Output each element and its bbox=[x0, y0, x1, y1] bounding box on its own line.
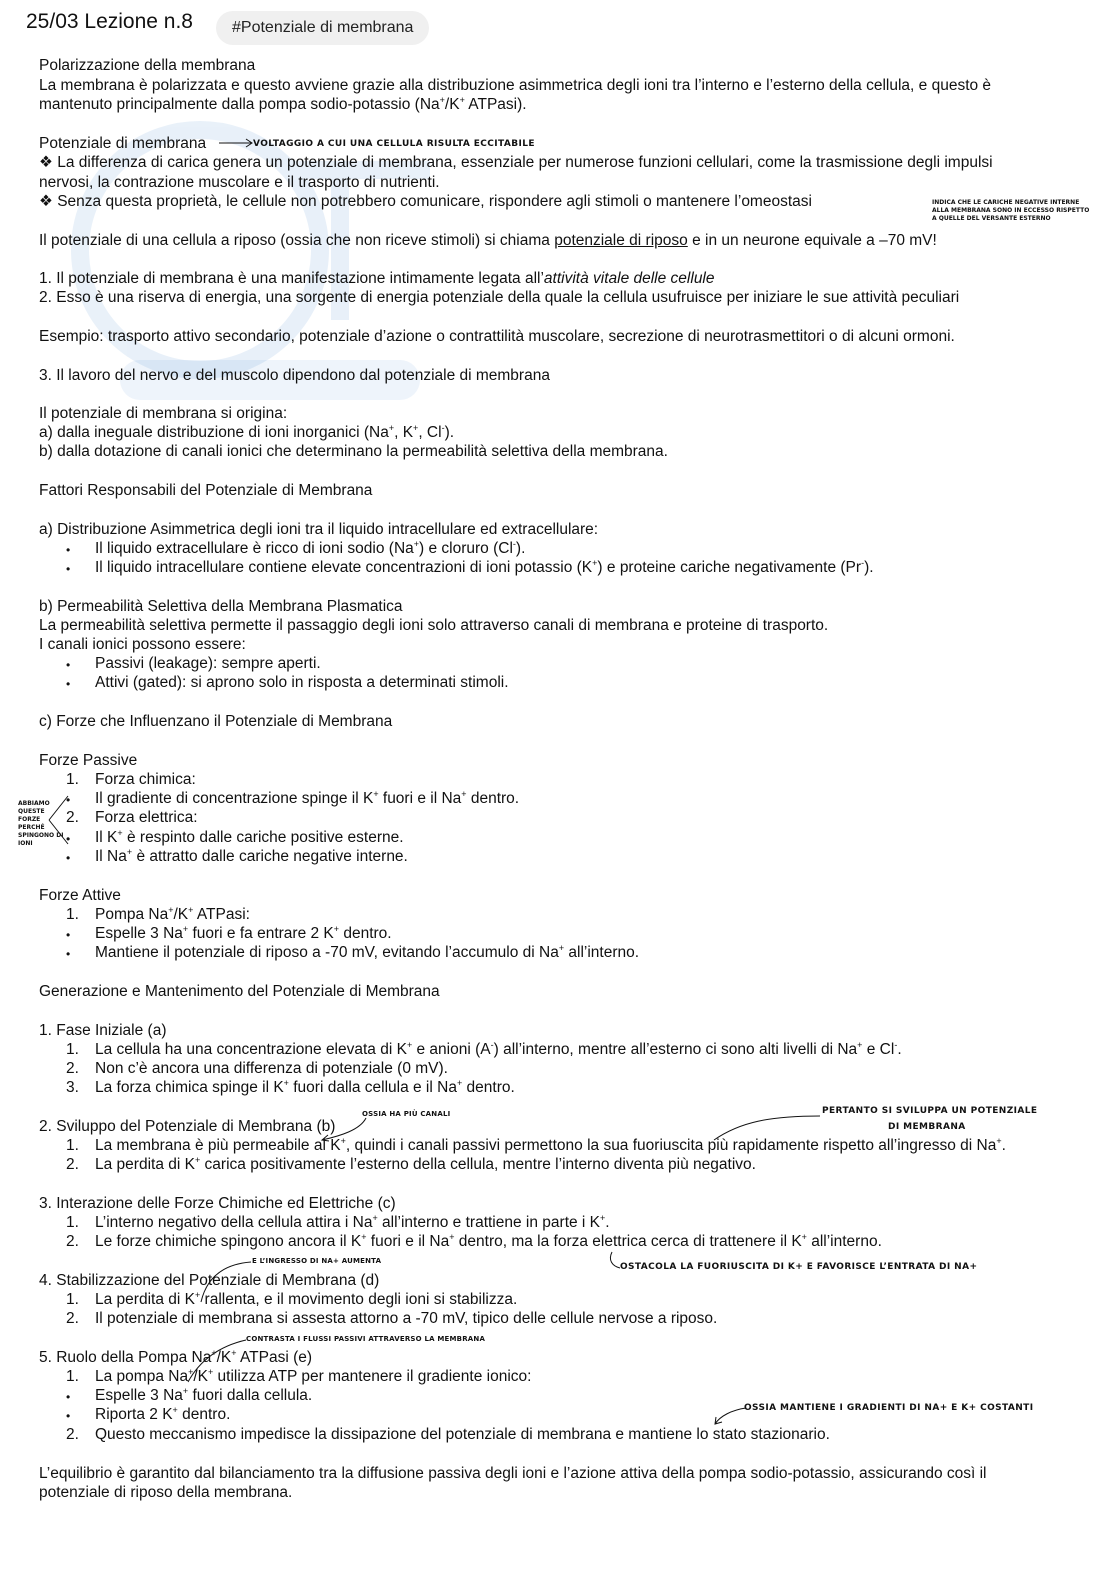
list-item: Non c’è ancora una differenza di potenziale (0 mV). bbox=[95, 1060, 448, 1077]
list-item: Passivi (leakage): sempre aperti. bbox=[95, 655, 321, 672]
list-item: La perdita di K+ carica positivamente l’esterno della cellula, mentre l’interno diventa più negativo. bbox=[95, 1154, 756, 1173]
topic-tag[interactable]: #Potenziale di membrana bbox=[216, 11, 429, 45]
paragraph-line: I canali ionici possono essere: bbox=[39, 636, 246, 653]
paragraph-line: mantenuto principalmente dalla pompa sodio-potassio (Na+/K+ ATPasi). bbox=[39, 94, 527, 113]
bullet-line: ❖ La differenza di carica genera un potenziale di membrana, essenziale per numerose funzioni cellulari, come la trasmissione degli impulsi bbox=[39, 154, 993, 171]
paragraph-line: Esempio: trasporto attivo secondario, potenziale d’azione o contrattilità muscolare, secrezione di neurotrasmettitori o di alcuni ormoni. bbox=[39, 328, 955, 345]
list-item: Il liquido intracellulare contiene elevate concentrazioni di ioni potassio (K+) e proteine cariche negativamente (Pr-). bbox=[95, 557, 874, 576]
bracket-arrow-icon bbox=[48, 790, 70, 850]
handwritten-note: DI MEMBRANA bbox=[888, 1122, 966, 1132]
paragraph-line: 3. Il lavoro del nervo e del muscolo dipendono dal potenziale di membrana bbox=[39, 367, 550, 384]
list-number: 1. bbox=[66, 771, 79, 788]
handwritten-note: CONTRASTA I FLUSSI PASSIVI ATTRAVERSO LA MEMBRANA bbox=[246, 1335, 486, 1343]
bullet: • bbox=[66, 947, 71, 961]
paragraph-line: Il potenziale di membrana si origina: bbox=[39, 405, 288, 422]
bullet: • bbox=[66, 832, 71, 846]
bullet: • bbox=[66, 793, 71, 807]
paragraph-line: 1. Il potenziale di membrana è una manifestazione intimamente legata all’attività vitale delle cellule bbox=[39, 270, 715, 287]
list-item: Attivi (gated): si aprono solo in risposta a determinati stimoli. bbox=[95, 674, 509, 691]
paragraph-line: 2. Esso è una riserva di energia, una sorgente di energia potenziale della quale la cellula usufruisce per iniziare le sue attività peculiari bbox=[39, 289, 960, 306]
list-number: 2. bbox=[66, 1310, 79, 1327]
section-title-potenziale: Potenziale di membrana bbox=[39, 135, 207, 152]
list-number: 2. bbox=[66, 1233, 79, 1250]
list-item: L’interno negativo della cellula attira i Na+ all’interno e trattiene in parte i K+. bbox=[95, 1212, 610, 1231]
subsection-title: Forze Passive bbox=[39, 752, 138, 769]
step-title: 3. Interazione delle Forze Chimiche ed Elettriche (c) bbox=[39, 1195, 396, 1212]
subsection-title: c) Forze che Influenzano il Potenziale di Membrana bbox=[39, 713, 393, 730]
bullet: • bbox=[66, 1409, 71, 1423]
list-number: 1. bbox=[66, 1368, 79, 1385]
list-item: Forza chimica: bbox=[95, 771, 196, 788]
handwritten-note: PERTANTO SI SVILUPPA UN POTENZIALE bbox=[822, 1106, 1038, 1116]
list-item: Il gradiente di concentrazione spinge il K+ fuori e il Na+ dentro. bbox=[95, 788, 520, 807]
section-title-polarizzazione: Polarizzazione della membrana bbox=[39, 57, 256, 74]
list-number: 2. bbox=[66, 1156, 79, 1173]
paragraph-line: b) dalla dotazione di canali ionici che determinano la permeabilità selettiva della membrana. bbox=[39, 443, 668, 460]
step-title: 5. Ruolo della Pompa Na+/K+ ATPasi (e) bbox=[39, 1347, 313, 1366]
arrow-icon bbox=[712, 1404, 748, 1426]
list-item: Espelle 3 Na+ fuori dalla cellula. bbox=[95, 1385, 313, 1404]
bullet: • bbox=[66, 543, 71, 557]
list-number: 1. bbox=[66, 1291, 79, 1308]
page-title: 25/03 Lezione n.8 bbox=[26, 10, 193, 33]
section-title-fattori: Fattori Responsabili del Potenziale di Membrana bbox=[39, 482, 373, 499]
handwritten-note: ABBIAMO QUESTE FORZE PERCHÉ SPINGONO DI IONI bbox=[18, 800, 64, 847]
step-title: 1. Fase Iniziale (a) bbox=[39, 1022, 167, 1039]
list-number: 2. bbox=[66, 809, 79, 826]
bullet: • bbox=[66, 851, 71, 865]
list-item: La cellula ha una concentrazione elevata di K+ e anioni (A-) all’interno, mentre all’esterno ci sono alti livelli di Na+ e Cl-. bbox=[95, 1039, 902, 1058]
handwritten-note: E L’INGRESSO DI NA+ AUMENTA bbox=[252, 1257, 382, 1265]
list-item: Le forze chimiche spingono ancora il K+ fuori e il Na+ dentro, ma la forza elettrica cerca di trattenere il K+ all’interno. bbox=[95, 1231, 882, 1250]
list-item: Mantiene il potenziale di riposo a -70 mV, evitando l’accumulo di Na+ all’interno. bbox=[95, 942, 640, 961]
paragraph-line: Il potenziale di una cellula a riposo (ossia che non riceve stimoli) si chiama potenziale di riposo e in un neurone equivale a –70 mV! bbox=[39, 232, 937, 249]
bullet: • bbox=[66, 658, 71, 672]
list-item: La membrana è più permeabile al K+, quindi i canali passivi permettono la sua fuoriuscita più rapidamente rispetto all’ingresso di Na+. bbox=[95, 1135, 1006, 1154]
handwritten-note: INDICA CHE LE CARICHE NEGATIVE INTERNE ALLA MEMBRANA SONO IN ECCESSO RISPETTO A QUELLE DEL VERSANTE ESTERNO bbox=[932, 199, 1090, 222]
list-item: Pompa Na+/K+ ATPasi: bbox=[95, 904, 250, 923]
list-item: Questo meccanismo impedisce la dissipazione del potenziale di membrana e mantiene lo stato stazionario. bbox=[95, 1426, 830, 1443]
handwritten-note: VOLTAGGIO A CUI UNA CELLULA RISULTA ECCITABILE bbox=[253, 139, 535, 149]
paragraph-line: a) dalla ineguale distribuzione di ioni inorganici (Na+, K+, Cl-). bbox=[39, 422, 455, 441]
subsection-title: a) Distribuzione Asimmetrica degli ioni tra il liquido intracellulare ed extracellulare: bbox=[39, 521, 599, 538]
paragraph-line: potenziale di riposo della membrana. bbox=[39, 1484, 293, 1501]
paragraph-line: La membrana è polarizzata e questo avviene grazie alla distribuzione asimmetrica degli ioni tra l’interno e l’esterno della cellula, e questo è bbox=[39, 77, 992, 94]
list-item: Il K+ è respinto dalle cariche positive esterne. bbox=[95, 827, 404, 846]
list-number: 2. bbox=[66, 1060, 79, 1077]
list-item: La perdita di K+ rallenta, e il movimento degli ioni si stabilizza. bbox=[95, 1289, 518, 1308]
list-number: 1. bbox=[66, 906, 79, 923]
bullet-line: ❖ Senza questa proprietà, le cellule non potrebbero comunicare, rispondere agli stimoli o mantenere l’omeostasi bbox=[39, 193, 812, 210]
list-item: Il Na+ è attratto dalle cariche negative interne. bbox=[95, 846, 408, 865]
section-title-generazione: Generazione e Mantenimento del Potenziale di Membrana bbox=[39, 983, 440, 1000]
list-item: Espelle 3 Na+ fuori e fa entrare 2 K+ dentro. bbox=[95, 923, 392, 942]
step-title: 4. Stabilizzazione del Potenziale di Membrana (d) bbox=[39, 1272, 380, 1289]
arrow-icon bbox=[219, 138, 253, 148]
handwritten-note: OSSIA HA PIÙ CANALI bbox=[362, 1110, 451, 1118]
list-number: 1. bbox=[66, 1137, 79, 1154]
list-number: 1. bbox=[66, 1214, 79, 1231]
subsection-title: Forze Attive bbox=[39, 887, 121, 904]
paragraph-line: La permeabilità selettiva permette il passaggio degli ioni solo attraverso canali di membrana e proteine di trasporto. bbox=[39, 617, 829, 634]
paragraph-line: L’equilibrio è garantito dal bilanciamento tra la diffusione passiva degli ioni e l’azione attiva della pompa sodio-potassio, assicurando così il bbox=[39, 1465, 987, 1482]
list-number: 1. bbox=[66, 1041, 79, 1058]
arrow-icon bbox=[608, 1250, 622, 1272]
bullet: • bbox=[66, 562, 71, 576]
bullet: • bbox=[66, 1390, 71, 1404]
handwritten-note: OSSIA MANTIENE I GRADIENTI DI NA+ E K+ COSTANTI bbox=[744, 1403, 1034, 1413]
list-number: 2. bbox=[66, 1426, 79, 1443]
list-item: Forza elettrica: bbox=[95, 809, 198, 826]
list-item: Il potenziale di membrana si assesta attorno a -70 mV, tipico delle cellule nervose a riposo. bbox=[95, 1310, 718, 1327]
bullet: • bbox=[66, 677, 71, 691]
list-item: Riporta 2 K+ dentro. bbox=[95, 1404, 231, 1423]
list-item: Il liquido extracellulare è ricco di ioni sodio (Na+) e cloruro (Cl-). bbox=[95, 538, 526, 557]
handwritten-note: OSTACOLA LA FUORIUSCITA DI K+ E FAVORISCE L’ENTRATA DI NA+ bbox=[620, 1262, 978, 1272]
subsection-title: b) Permeabilità Selettiva della Membrana Plasmatica bbox=[39, 598, 403, 615]
list-number: 3. bbox=[66, 1079, 79, 1096]
list-item: La pompa Na+/K+ utilizza ATP per mantenere il gradiente ionico: bbox=[95, 1366, 532, 1385]
bullet: • bbox=[66, 928, 71, 942]
step-title: 2. Sviluppo del Potenziale di Membrana (b) bbox=[39, 1118, 336, 1135]
list-item: La forza chimica spinge il K+ fuori dalla cellula e il Na+ dentro. bbox=[95, 1077, 515, 1096]
bullet-line: nervosi, la contrazione muscolare e il trasporto di nutrienti. bbox=[39, 174, 440, 191]
